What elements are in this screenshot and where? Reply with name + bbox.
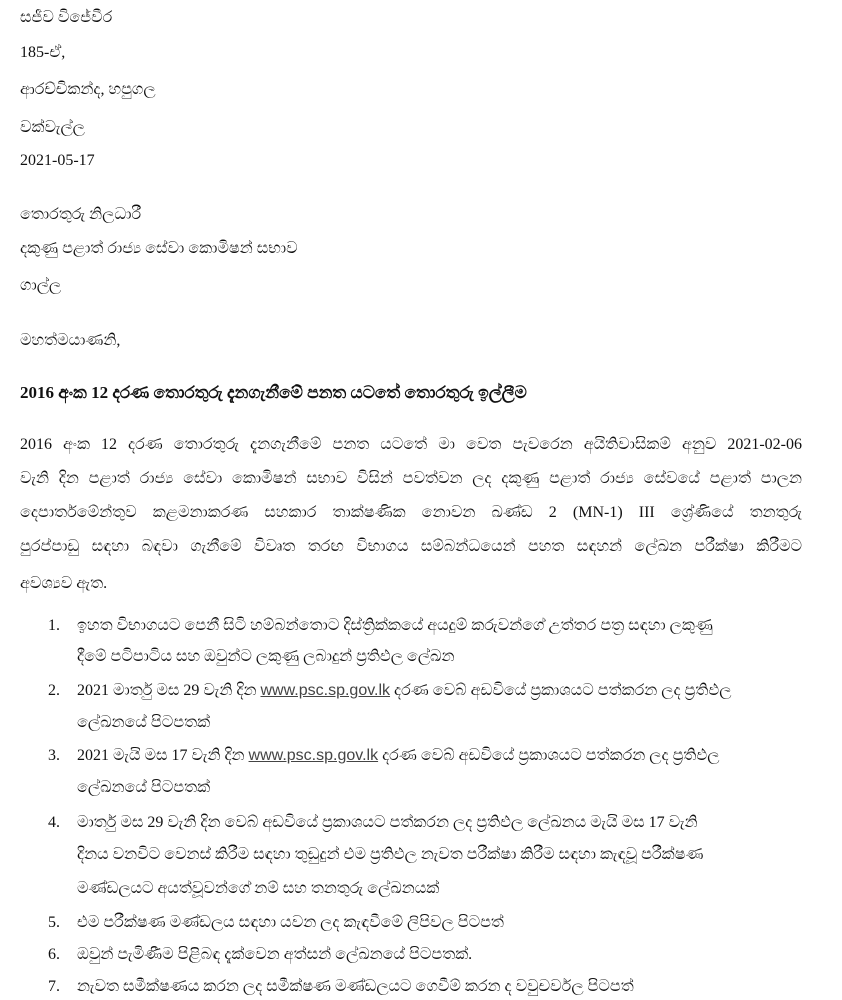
sender-address-number: 185-ඒ,: [20, 44, 66, 61]
body-line: දෙපාර්තමේන්තුව කළමනාකරණ සහකාර තාක්ෂණික නොවන ඛණ්ඩ 2 (MN-1) III ශ්‍රේණියේ තනතුරු: [20, 504, 802, 521]
list-item-4-line: දිනය වනවිට වෙනස් කිරීම සඳහා තුඩුදුන් එම ප්‍රතිඵල නැවත පරීක්ෂා කිරීම සඳහා කැඳවූ පරීක්ෂණ: [77, 846, 704, 863]
list-item-7: නැවත සමීක්ෂණය කරන ලද සමීක්ෂණ මණ්ඩලයට ගෙවීම් කරන ද වවුචර්වල පිටපත්: [77, 978, 634, 995]
list-item-2-line: ලේඛනයේ පිටපතක්: [77, 714, 211, 731]
list-item-2-line: [77, 681, 731, 701]
sender-address-town: වක්වැල්ල: [20, 119, 85, 136]
psc-website-link[interactable]: www.psc.sp.gov.lk: [260, 682, 391, 699]
list-item-text: දරණ වෙබ් අඩවියේ ප්‍රකාශයට පත්කරන ලද ප්‍රතිඵල: [390, 682, 732, 699]
list-item-1-line: දීමේ පටිපාටිය සහ ඔවුන්ට ලකුණු ලබාදුන් ප්‍රතිඵල ලේඛන: [77, 648, 455, 665]
subject-heading: 2016 අංක 12 දරණ තොරතුරු දැනගැනීමේ පනත යටතේ තොරතුරු ඉල්ලීම: [20, 383, 527, 402]
body-line: වැනි දින පළාත් රාජ්‍ය සේවා කොමිෂන් සභාව විසින් පවත්වන ලද දකුණු පළාත් රාජ්‍ය සේවයේ පළාත් පාලන: [20, 470, 802, 487]
list-item-text: දරණ වෙබ් අඩවියේ ප්‍රකාශයට පත්කරන ලද ප්‍රතිඵල: [378, 747, 720, 764]
list-number: 4.: [48, 814, 60, 831]
list-item-4-line: මණ්ඩලයට අයත්වූවන්ගේ නම් සහ තනතුරු ලේඛනයක්: [77, 880, 440, 897]
body-line: අවශ්‍යව ඇත.: [20, 575, 108, 592]
list-number: 2.: [48, 682, 60, 699]
psc-website-link[interactable]: www.psc.sp.gov.lk: [248, 747, 379, 764]
list-item-1-line: ඉහත විභාගයට පෙනී සිටි හම්බන්තොට දිස්ත්‍රික්කයේ අයදුම් කරුවන්ගේ උත්තර පත්‍ර සඳහා ලකුණු: [77, 617, 713, 634]
list-item-4-line: මාර්තු මස 29 වැනි දින වෙබ් අඩවියේ ප්‍රකාශයට පත්කරන ලද ප්‍රතිඵල ලේඛනය මැයි මස 17 වැනි: [77, 814, 698, 831]
body-line: 2016 අංක 12 දරණ තොරතුරු දැනගැනීමේ පනත යටතේ මා වෙත පැවරෙන අයිතිවාසිකම් අනුව 2021-02-06: [20, 436, 802, 453]
recipient-city: ගාල්ල: [20, 277, 62, 294]
list-item-3-line: [77, 746, 719, 766]
list-item-3-line: ලේඛනයේ පිටපතක්: [77, 779, 211, 796]
letter-date: 2021-05-17: [20, 152, 95, 169]
sender-name: සජීව විජේවීර: [20, 9, 113, 26]
list-number: 5.: [48, 914, 60, 931]
list-number: 6.: [48, 946, 60, 963]
list-number: 3.: [48, 747, 60, 764]
list-item-text: 2021 මැයි මස 17 වැනි දින: [77, 747, 249, 764]
list-item-text: 2021 මාර්තු මස 29 වැනි දින: [77, 682, 261, 699]
sender-address-street: ආරච්චිකන්ද, හපුගල: [20, 81, 156, 98]
body-line: පුරප්පාඩු සඳහා බඳවා ගැනීමේ විවෘත තරඟ විභාගය සම්බන්ධයෙන් පහත සඳහන් ලේඛන පරීක්ෂා කිරීමට: [20, 538, 802, 555]
recipient-title: තොරතුරු නිලධාරී: [20, 206, 142, 223]
list-item-5: එම පරීක්ෂණ මණ්ඩලය සඳහා යවන ලද කැඳවීමේ ලිපිවල පිටපත්: [77, 914, 504, 931]
list-number: 1.: [48, 617, 60, 634]
list-number: 7.: [48, 978, 60, 995]
list-item-6: ඔවුන් පැමිණීම පිළිබඳ දැක්වෙන අත්සන් ලේඛනයේ පිටපතක්.: [77, 946, 473, 963]
salutation: මහත්මයාණනි,: [20, 332, 121, 349]
recipient-organization: දකුණු පළාත් රාජ්‍ය සේවා කොමිෂන් සභාව: [20, 240, 298, 257]
